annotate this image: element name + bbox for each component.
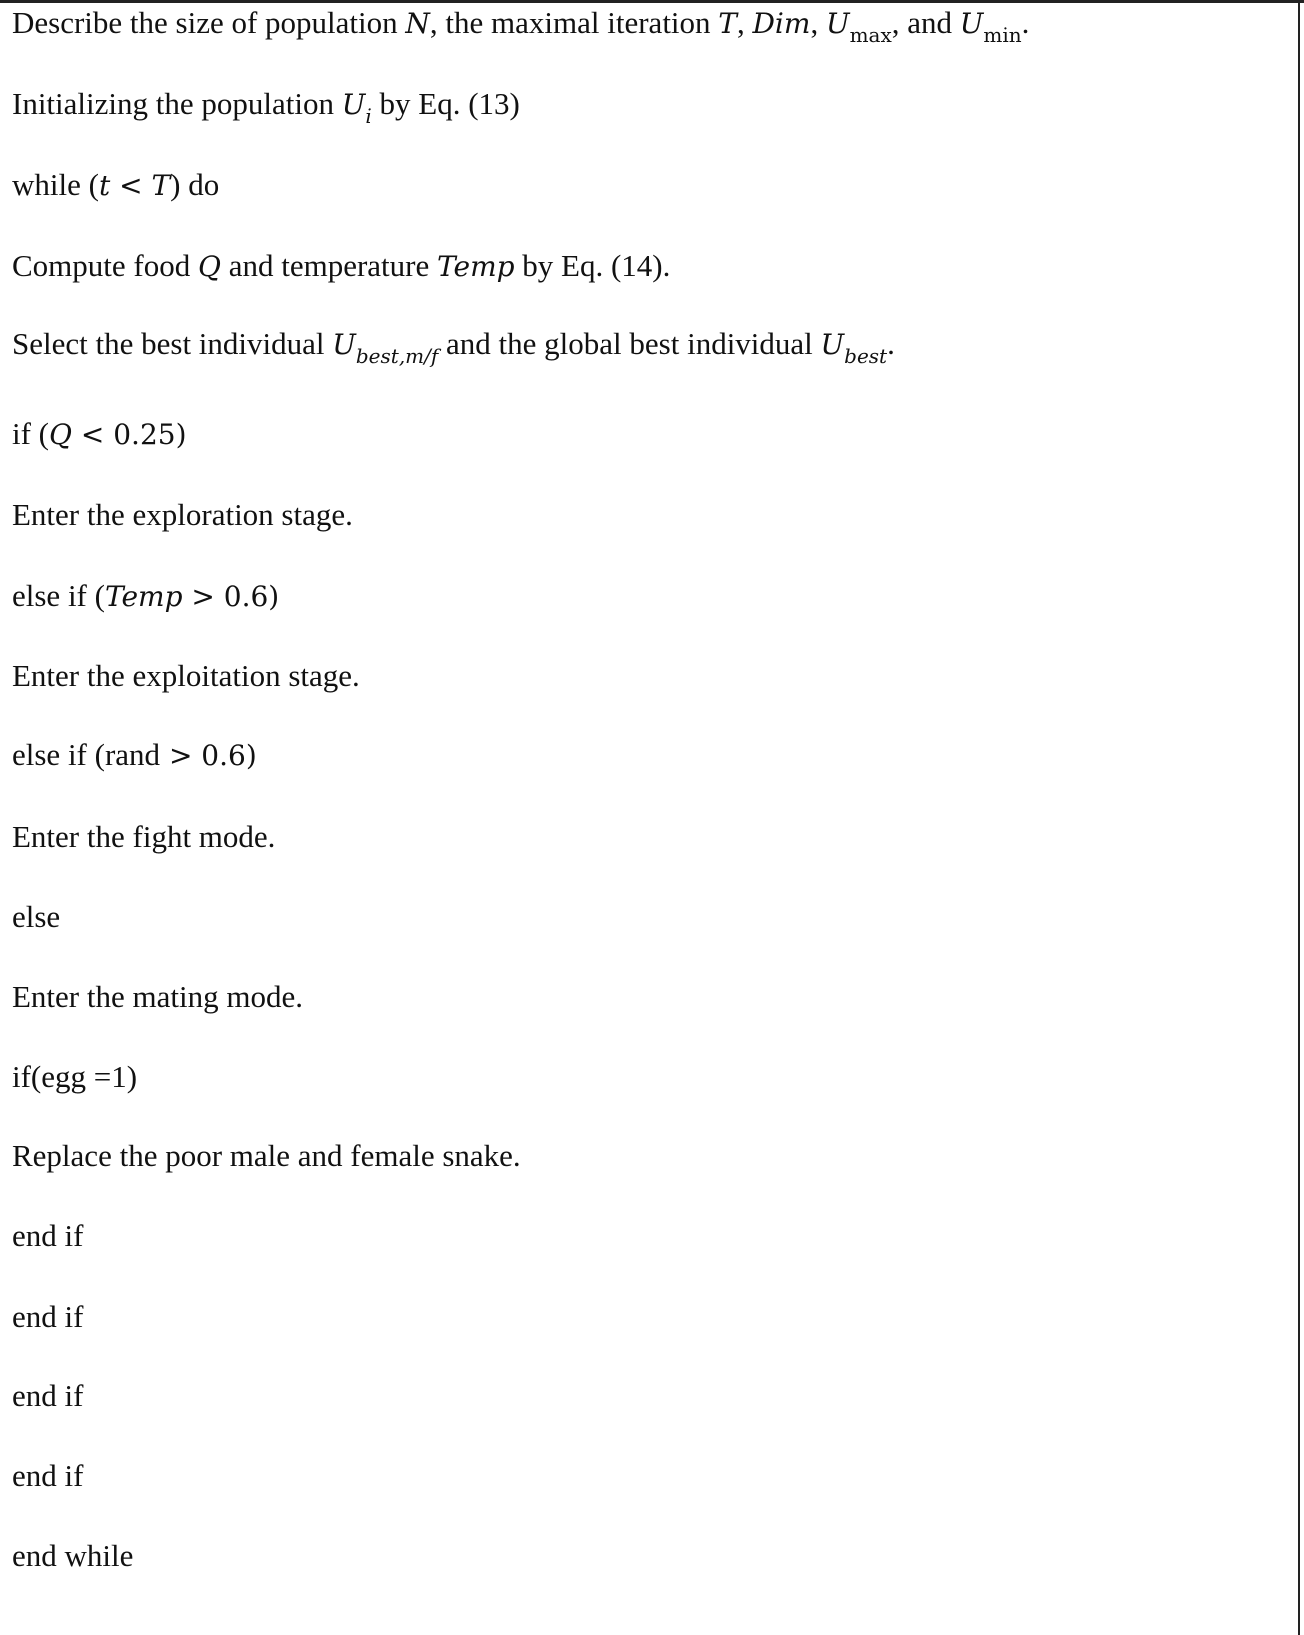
math-Temp: Temp xyxy=(437,250,515,283)
algo-line-12: else xyxy=(12,899,61,934)
math-t: t xyxy=(98,169,111,202)
math-Temp: Temp xyxy=(104,580,183,613)
math-N: N xyxy=(405,7,430,40)
math-U: U xyxy=(820,328,845,361)
text: and the global best individual xyxy=(438,326,821,361)
text: Initializing the population xyxy=(12,86,342,121)
text: . xyxy=(1021,5,1030,40)
text: , and xyxy=(891,5,960,40)
text: Describe the size of population xyxy=(12,5,406,40)
math-U: U xyxy=(332,328,356,361)
text: if ( xyxy=(12,416,50,451)
math-expression: < 0.25) xyxy=(71,418,187,451)
algo-line-18: end if xyxy=(12,1378,84,1413)
math-Q: Q xyxy=(198,250,221,283)
algo-line-16: end if xyxy=(12,1218,84,1253)
math-expression: > 0.6) xyxy=(160,739,257,772)
algo-line-14: if(egg =1) xyxy=(12,1059,138,1094)
subscript-i: i xyxy=(365,104,372,128)
math-T: T xyxy=(151,169,171,202)
text: else if ( xyxy=(12,578,105,613)
text: . xyxy=(887,326,895,361)
algo-line-3 xyxy=(12,165,219,206)
math-T: T xyxy=(718,7,737,40)
algo-line-5 xyxy=(12,324,895,376)
text: by Eq. (13) xyxy=(371,86,520,121)
text: while ( xyxy=(12,167,99,202)
algo-line-9: Enter the exploitation stage. xyxy=(12,658,360,693)
algo-line-6 xyxy=(12,414,187,455)
math-U: U xyxy=(825,7,850,40)
text: ) do xyxy=(170,167,220,202)
subscript-best: best xyxy=(844,344,888,368)
algo-line-11: Enter the fight mode. xyxy=(12,819,276,854)
subscript-max: max xyxy=(849,23,892,47)
algo-line-7: Enter the exploration stage. xyxy=(12,497,353,532)
text: Select the best individual xyxy=(12,326,333,361)
algo-line-19: end if xyxy=(12,1458,84,1493)
algo-line-13: Enter the mating mode. xyxy=(12,979,303,1014)
algo-line-20: end while xyxy=(12,1538,134,1573)
math-expression: > 0.6) xyxy=(182,580,280,613)
algo-line-4 xyxy=(12,246,670,287)
math-less-than: < xyxy=(110,169,152,202)
algo-line-1 xyxy=(12,3,1029,55)
algo-line-10 xyxy=(12,735,257,776)
right-border-line xyxy=(1298,0,1300,1635)
algo-line-17: end if xyxy=(12,1299,84,1334)
algo-line-8 xyxy=(12,576,279,617)
text: , the maximal iteration xyxy=(429,5,719,40)
text: , xyxy=(736,5,753,40)
algo-line-2 xyxy=(12,84,520,136)
text: by Eq. (14). xyxy=(514,248,671,283)
text: and temperature xyxy=(220,248,437,283)
math-Dim: Dim xyxy=(752,7,811,40)
algo-line-15: Replace the poor male and female snake. xyxy=(12,1138,521,1173)
subscript-best-mf: best,m/f xyxy=(355,344,439,368)
subscript-min: min xyxy=(983,23,1022,47)
math-Q: Q xyxy=(49,418,72,451)
text: else if (rand xyxy=(12,737,161,772)
text: , xyxy=(810,5,826,40)
math-U: U xyxy=(959,7,984,40)
text: Compute food xyxy=(12,248,198,283)
math-U: U xyxy=(341,88,366,121)
